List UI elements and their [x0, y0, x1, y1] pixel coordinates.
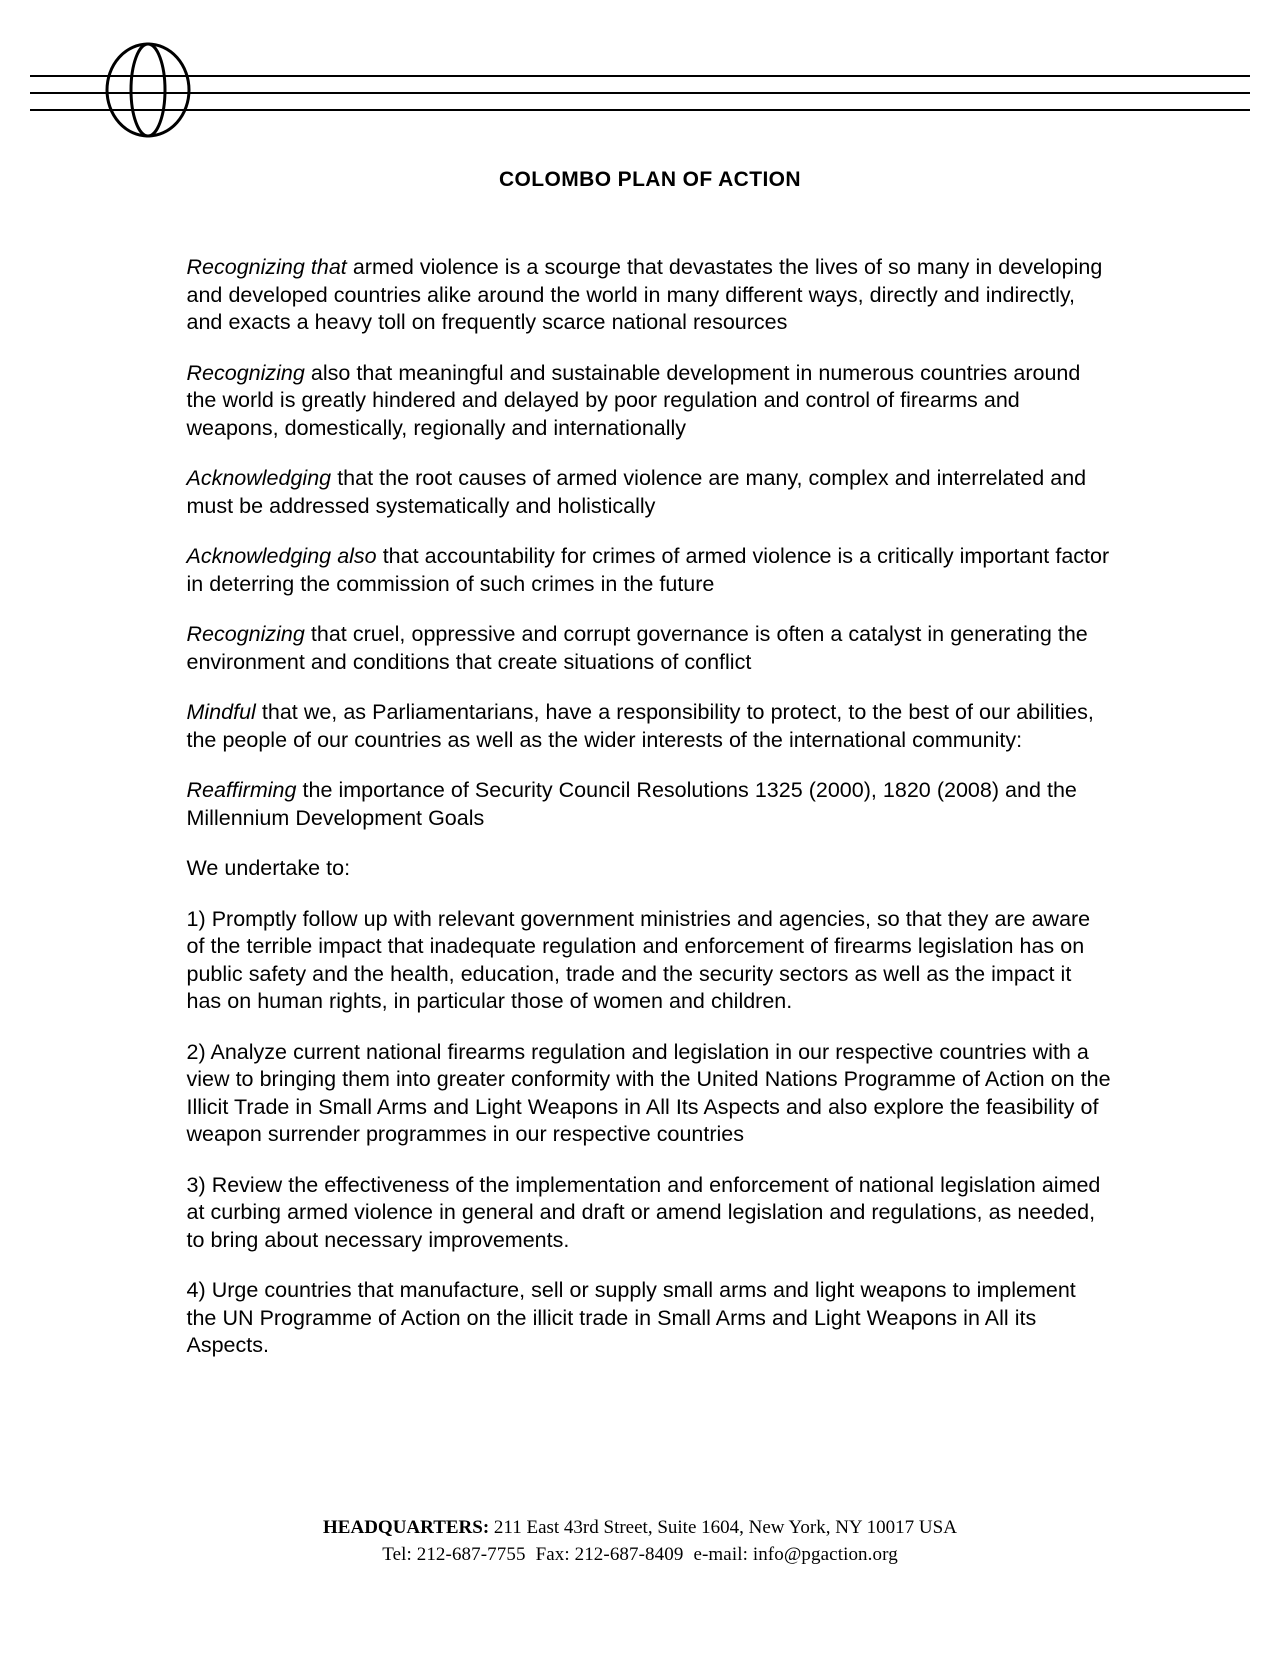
letterhead-rules [30, 75, 1250, 111]
clause-text: also that meaningful and sustainable development in numerous countries around the world is greatly hindered and delayed by poor regulation and control of firearms and weapons, domestically, regionally and internationally [186, 360, 1081, 440]
footer-address-line [0, 1514, 1280, 1541]
page-title: COLOMBO PLAN OF ACTION [498, 168, 801, 191]
preamble-clause [187, 699, 1112, 754]
preamble-clause [187, 254, 1112, 337]
globe-logo [104, 41, 192, 139]
page-footer [0, 1514, 1280, 1568]
commitment-item: 2) Analyze current national firearms regulation and legislation in our respective countries with a view to bringing them into greater conformity with the United Nations Programme of Action on the Illicit Trade in Small Arms and Light Weapons in All Its Aspects and also explore the feasibility of weapon surrender programmes in our respective countries [186, 1039, 1111, 1146]
preamble-clause [187, 360, 1112, 443]
footer-email: e-mail: info@pgaction.org [693, 1544, 898, 1565]
clause-lead-term: Recognizing that [186, 255, 347, 279]
clause-text: that cruel, oppressive and corrupt governance is often a catalyst in generating the environment and conditions that create situations of conflict [186, 622, 1088, 674]
footer-contact-line [0, 1541, 1280, 1568]
undertaking-intro: We undertake to: [186, 856, 351, 880]
footer-fax: Fax: 212-687-8409 [535, 1544, 684, 1565]
commitment-item: 4) Urge countries that manufacture, sell or supply small arms and light weapons to implement the UN Programme of Action on the illicit trade in Small Arms and Light Weapons in All its Aspects. [186, 1278, 1076, 1357]
clause-text: that the root causes of armed violence are many, complex and interrelated and must be addressed systematically and holistically [186, 466, 1087, 518]
document-page [0, 150, 1280, 1383]
preamble-clause [187, 543, 1112, 598]
document-body [169, 254, 1112, 1360]
clause-text: armed violence is a scourge that devastates the lives of so many in developing and developed countries alike around the world in many different ways, directly and indirectly, and exacts a heavy toll on frequently scarce national resources [186, 255, 1103, 334]
clause-lead-term: Acknowledging also [186, 544, 377, 568]
preamble-clause [187, 777, 1112, 832]
letterhead-rule-3 [30, 109, 1250, 111]
clause-lead-term: Recognizing [186, 622, 305, 646]
preamble-clause [187, 465, 1112, 520]
footer-address: 211 East 43rd Street, Suite 1604, New York, NY 10017 USA [493, 1517, 957, 1538]
clause-lead-term: Reaffirming [186, 778, 297, 802]
clause-text: the importance of Security Council Resolutions 1325 (2000), 1820 (2008) and the Millennium Development Goals [186, 778, 1077, 830]
letterhead [0, 0, 1280, 150]
footer-telephone: Tel: 212-687-7755 [382, 1544, 526, 1565]
commitment-item: 1) Promptly follow up with relevant government ministries and agencies, so that they are aware of the terrible impact that inadequate regulation and enforcement of firearms legislation has on public safety and the health, education, trade and the security sectors as well as the impact it has on human rights, in particular those of women and children. [186, 906, 1091, 1013]
clause-lead-term: Mindful [186, 700, 256, 724]
clause-lead-term: Acknowledging [186, 466, 332, 490]
clause-text: that we, as Parliamentarians, have a responsibility to protect, to the best of our abilities, the people of our countries as well as the wider interests of the international community: [186, 700, 1094, 752]
preamble-clause [187, 621, 1112, 676]
letterhead-rule-1 [30, 75, 1250, 77]
footer-hq-label: HEADQUARTERS: [323, 1517, 490, 1538]
commitment-item: 3) Review the effectiveness of the implementation and enforcement of national legislation aimed at curbing armed violence in general and draft or amend legislation and regulations, as needed, to bring about necessary improvements. [186, 1172, 1101, 1252]
clause-text: that accountability for crimes of armed violence is a critically important factor in deterring the commission of such crimes in the future [186, 544, 1110, 596]
letterhead-rule-2 [30, 92, 1250, 94]
clause-lead-term: Recognizing [186, 360, 305, 385]
